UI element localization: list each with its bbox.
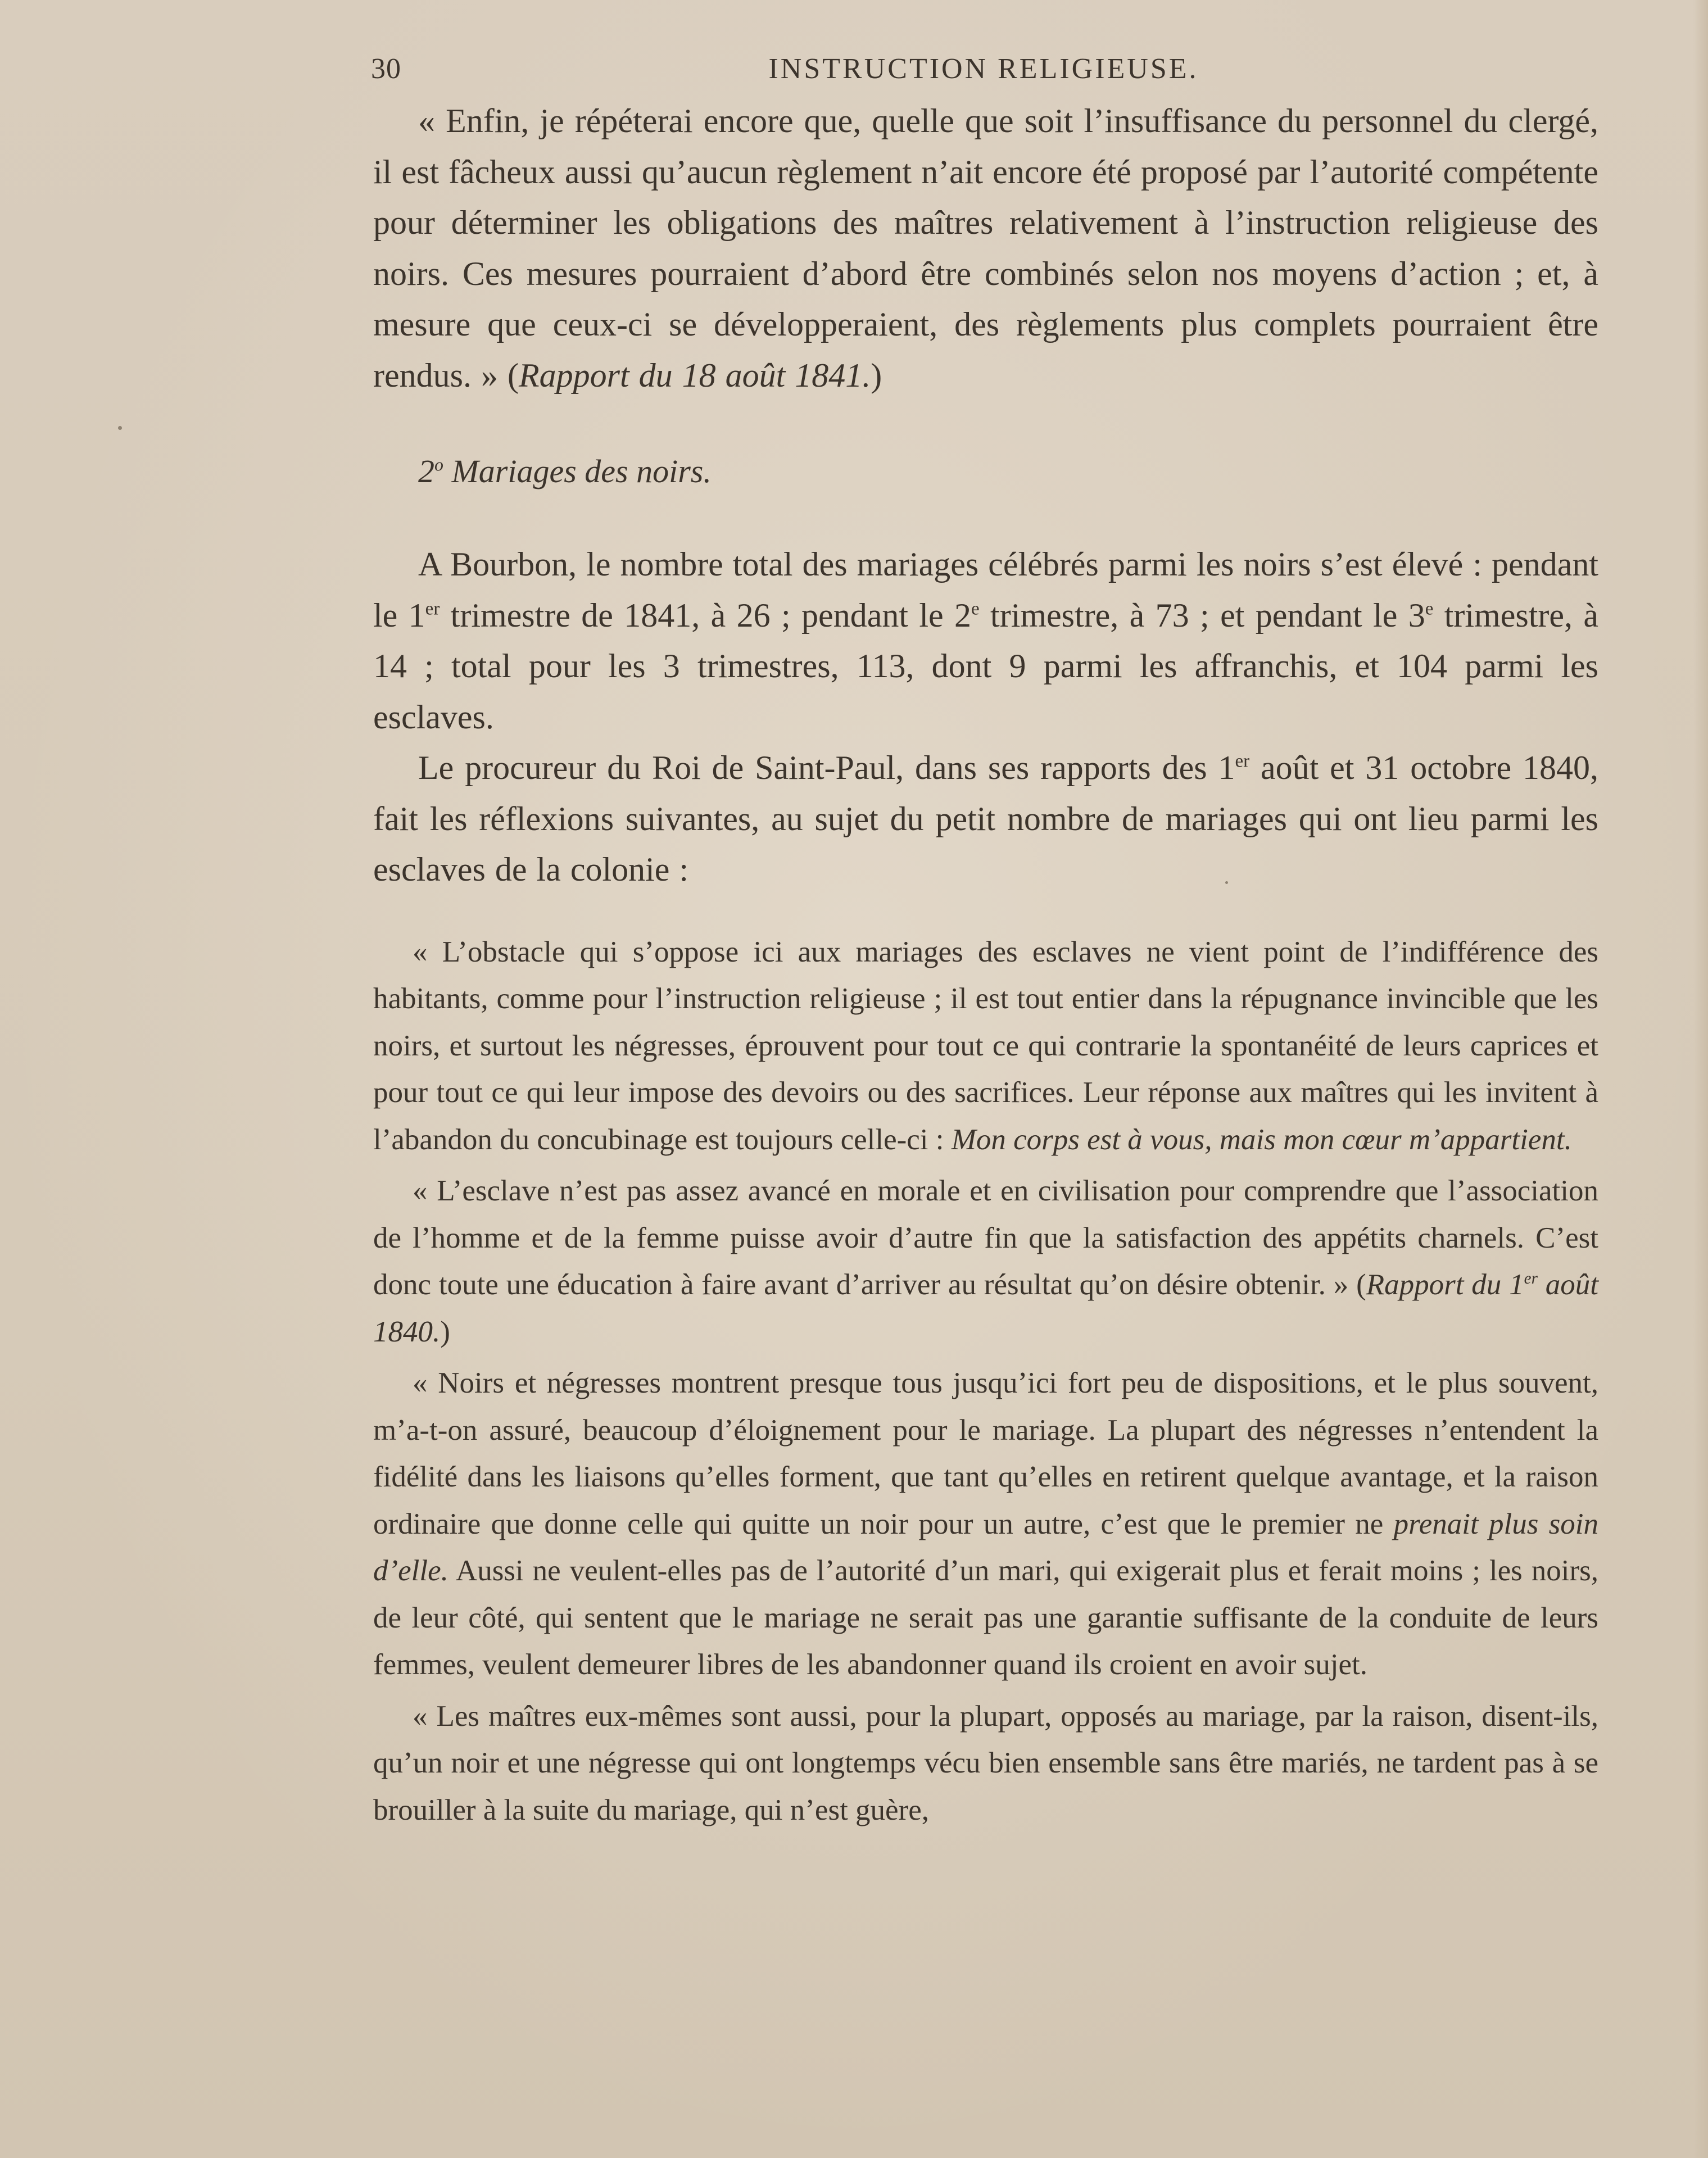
quote-text: « Noirs et négresses montrent presque tous jusqu’ici fort peu de dispositions, et le plus souvent, m’a-t-on assuré, beaucoup d’éloignement pour le mariage. La plupart des négresses n’entendent la fidélité dans les liaisons qu’elles forment, que tant qu’elles en retirent quelque avantage, et la raison ordinaire que donne celle qui quitte un noir pour un autre, c’est que le premier ne [373,1367,1598,1540]
page-header [371,49,1596,89]
section-number-sup: o [434,455,443,475]
citation: Rapport du 1 [1366,1268,1524,1301]
page-edge-shadow [1693,0,1708,2158]
paragraph-text: trimestre, à 14 ; total pour les 3 trimestres, 113, dont 9 parmi les affranchis, et 104 parmi les esclaves. [373,596,1598,736]
paragraph-text: A Bourbon, le nombre total des mariages célébrés parmi les noirs s’est élevé : pendant le 1 [373,546,1598,634]
citation: août 1840. [373,1268,1598,1348]
superscript: e [1425,599,1434,619]
citation-close: ) [871,356,882,394]
quote-maitres [373,1693,1598,1834]
quote-esclave [373,1168,1598,1355]
paragraph-text: « Enfin, je répéterai encore que, quelle que soit l’insuffisance du personnel du clergé, il est fâcheux aussi qu’aucun règlement n’ait encore été proposé par l’autorité compétente pour déterminer les obligations des maîtres relativement à l’instruction religieuse des noirs. Ces mesures pourraient d’abord être combinés selon nos moyens d’action ; et, à mesure que ceux-ci se développeraient, des règlements plus complets pourraient être rendus. » ( [373,102,1598,394]
section-title: Mariages des noirs. [451,453,712,489]
section-number: 2 [418,453,434,489]
superscript: er [425,599,440,619]
section-heading [418,449,1598,494]
quote-italic: Mon corps est à vous, mais mon cœur m’appartient. [951,1123,1572,1156]
quote-text: Aussi ne veulent-elles pas de l’autorité d’un mari, qui exigerait plus et ferait moins ; les noirs, de leur côté, qui sentent que le mariage ne serait pas une garantie suffisante de la conduite de leurs femmes, veulent demeurer libres de les abandonner quand ils croient en avoir sujet. [373,1554,1598,1681]
citation-close: ) [440,1315,450,1348]
superscript: er [1524,1270,1538,1288]
paragraph-procureur [373,742,1598,895]
superscript: er [1235,751,1250,772]
page-number: 30 [371,53,401,85]
paragraph-text: Le procureur du Roi de Saint-Paul, dans ses rapports des 1 [418,749,1235,786]
paragraph-report-quote [373,96,1598,401]
paragraph-bourbon [373,539,1598,742]
quote-text: « Les maîtres eux-mêmes sont aussi, pour la plupart, opposés au mariage, par la raison, disent-ils, qu’un noir et une négresse qui ont longtemps vécu bien ensemble sans être mariés, ne tardent pas à se brouiller à la suite du mariage, qui n’est guère, [373,1699,1598,1826]
citation: Rapport du 18 août 1841. [518,356,871,394]
superscript: e [971,599,980,619]
paper-speck [118,426,122,430]
quote-obstacle [373,929,1598,1164]
quote-italic: prenait plus soin d’elle. [373,1507,1598,1587]
paragraph-text: trimestre, à 73 ; et pendant le 3 [979,596,1425,634]
paragraph-text: août et 31 octobre 1840, fait les réflexions suivantes, au sujet du petit nombre de mariages qui ont lieu parmi les esclaves de la colonie : [373,749,1599,888]
quote-noirs-negresses [373,1360,1598,1689]
quote-text: « L’esclave n’est pas assez avancé en morale et en civilisation pour comprendre que l’association de l’homme et de la femme puisse avoir d’autre fin que la satisfaction des appétits charnels. C’est donc toute une éducation à faire avant d’arriver au résultat qu’on désire obtenir. » ( [373,1175,1598,1301]
quote-text: « L’obstacle qui s’oppose ici aux mariages des esclaves ne vient point de l’indifférence des habitants, comme pour l’instruction religieuse ; il est tout entier dans la répugnance invincible que les noirs, et surtout les négresses, éprouvent pour tout ce qui contrarie la spontanéité de leurs caprices et pour tout ce qui leur impose des devoirs ou des sacrifices. Leur réponse aux maîtres qui les invitent à l’abandon du concubinage est toujours celle-ci : [373,935,1598,1156]
paragraph-text: trimestre de 1841, à 26 ; pendant le 2 [440,596,972,634]
body-text [373,96,1598,1834]
running-head: INSTRUCTION RELIGIEUSE. [768,53,1199,85]
